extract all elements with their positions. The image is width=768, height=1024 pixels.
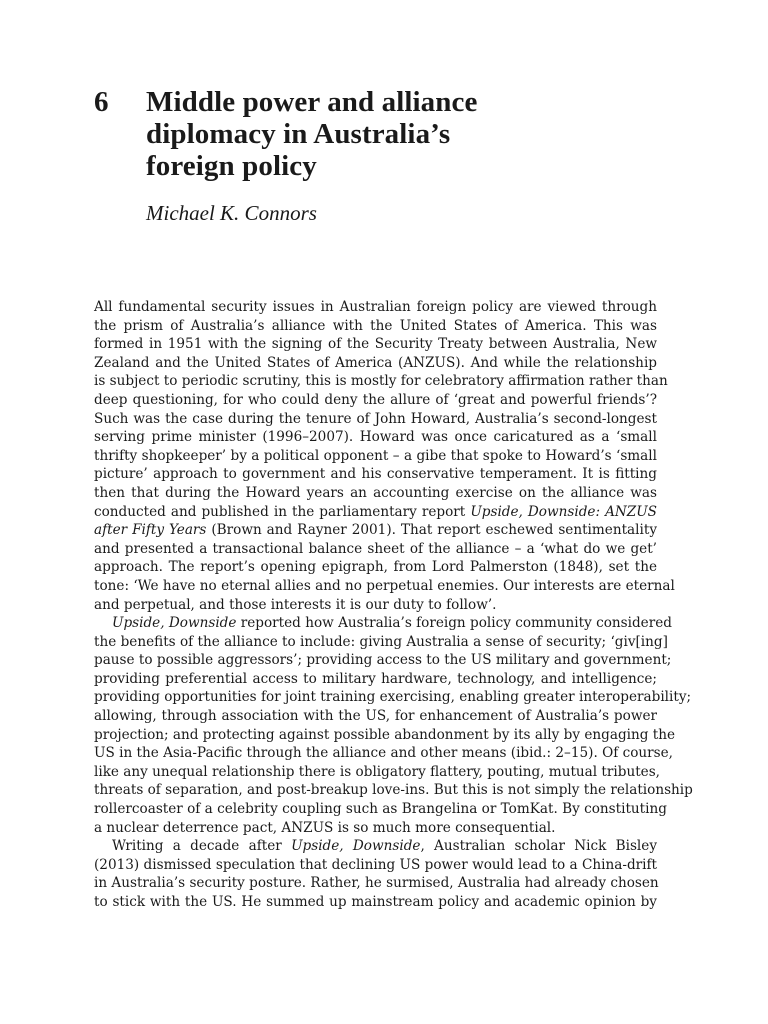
text-line: providing preferential access to military hardware, technology, and intelligence; bbox=[94, 670, 657, 687]
text-line: after Fifty Years (Brown and Rayner 2001). That report eschewed sentimentality bbox=[94, 522, 658, 539]
body-text bbox=[94, 298, 693, 912]
chapter-author: Michael K. Connors bbox=[146, 201, 317, 225]
paragraph bbox=[94, 837, 657, 911]
text-line: picture’ approach to government and his conservative temperament. It is fitting bbox=[94, 466, 657, 483]
text-line: approach. The report’s opening epigraph, from Lord Palmerston (1848), set the bbox=[94, 559, 657, 576]
paragraph bbox=[94, 298, 675, 614]
text-line: conducted and published in the parliamentary report Upside, Downside: ANZUS bbox=[94, 503, 657, 520]
chapter-title-line: diplomacy in Australia’s bbox=[146, 118, 451, 150]
text-line: the benefits of the alliance to include: giving Australia a sense of security; ‘giv[ing] bbox=[94, 633, 668, 650]
text-line: Upside, Downside reported how Australia’s foreign policy community considered bbox=[112, 615, 672, 632]
text-line: thrifty shopkeeper’ by a political opponent – a gibe that spoke to Howard’s ‘small bbox=[94, 447, 657, 464]
text-line: rollercoaster of a celebrity coupling such as Brangelina or TomKat. By constituting bbox=[94, 801, 667, 818]
italic-title: after Fifty Years bbox=[94, 522, 207, 539]
text-line: All fundamental security issues in Australian foreign policy are viewed through bbox=[94, 299, 657, 315]
text-line: pause to possible aggressors’; providing access to the US military and government; bbox=[94, 652, 672, 669]
text-line: threats of separation, and post-breakup love-ins. But this is not simply the relationship bbox=[94, 782, 693, 799]
chapter-title-line: Middle power and alliance bbox=[146, 86, 478, 118]
text-line: tone: ‘We have no eternal allies and no perpetual enemies. Our interests are eternal bbox=[94, 577, 675, 594]
italic-title: Upside, Downside bbox=[291, 838, 421, 855]
text-line: formed in 1951 with the signing of the Security Treaty between Australia, New bbox=[94, 336, 657, 353]
text-line: and presented a transactional balance sheet of the alliance – a ‘what do we get’ bbox=[94, 540, 657, 557]
chapter-number: 6 bbox=[94, 86, 109, 118]
text-line: and perpetual, and those interests it is our duty to follow’. bbox=[94, 596, 497, 613]
text-line: to stick with the US. He summed up mainstream policy and academic opinion by bbox=[94, 894, 657, 910]
text-line: Such was the case during the tenure of John Howard, Australia’s second-longest bbox=[94, 410, 657, 427]
text-line: projection; and protecting against possible abandonment by its ally by engaging the bbox=[94, 726, 676, 743]
text-line: like any unequal relationship there is obligatory flattery, pouting, mutual tributes, bbox=[94, 763, 661, 780]
text-line: US in the Asia-Pacific through the alliance and other means (ibid.: 2–15). Of course, bbox=[94, 745, 673, 762]
text-line: allowing, through association with the US, for enhancement of Australia’s power bbox=[94, 708, 657, 725]
chapter-title-line: foreign policy bbox=[146, 150, 317, 182]
text-line: in Australia’s security posture. Rather, he surmised, Australia had already chosen bbox=[94, 875, 659, 892]
text-line: then that during the Howard years an accounting exercise on the alliance was bbox=[94, 484, 657, 501]
italic-title: Upside, Downside: ANZUS bbox=[470, 503, 657, 520]
chapter-title bbox=[146, 86, 477, 182]
text-line: serving prime minister (1996–2007). Howard was once caricatured as a ‘small bbox=[94, 429, 657, 446]
italic-title: Upside, Downside bbox=[112, 615, 237, 632]
text-line: (2013) dismissed speculation that declining US power would lead to a China-drift bbox=[94, 856, 657, 873]
text-line: a nuclear deterrence pact, ANZUS is so much more consequential. bbox=[94, 819, 556, 836]
text-line: is subject to periodic scrutiny, this is mostly for celebratory affirmation rather than bbox=[94, 373, 668, 390]
text-line: providing opportunities for joint training exercising, enabling greater interoperability; bbox=[94, 689, 692, 706]
text-line: Zealand and the United States of America (ANZUS). And while the relationship bbox=[94, 354, 657, 371]
text-line: deep questioning, for who could deny the allure of ‘great and powerful friends’? bbox=[94, 391, 657, 408]
text-line: the prism of Australia’s alliance with the United States of America. This was bbox=[94, 317, 657, 334]
paragraph bbox=[94, 614, 693, 837]
text-line: Writing a decade after Upside, Downside, Australian scholar Nick Bisley bbox=[112, 838, 658, 855]
